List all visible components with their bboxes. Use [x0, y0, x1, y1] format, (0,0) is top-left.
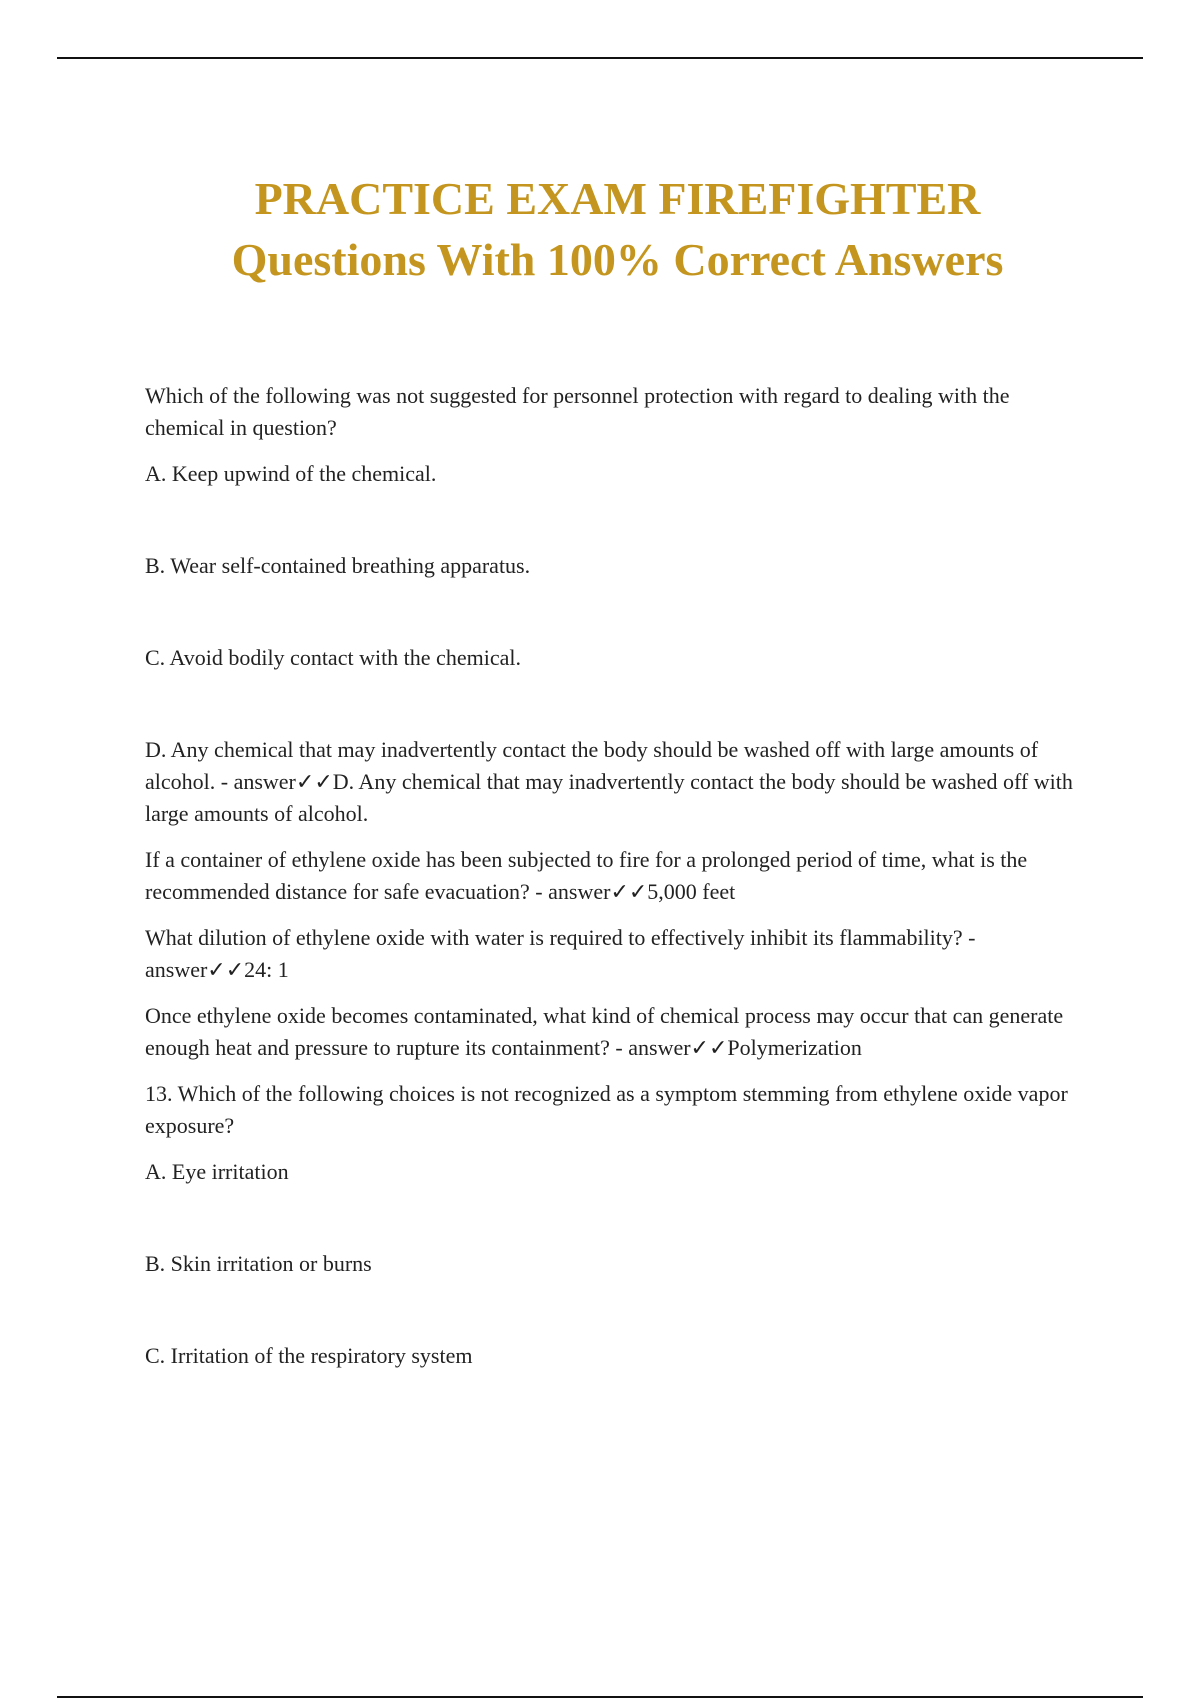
question-1-option-c: C. Avoid bodily contact with the chemical. — [145, 645, 521, 670]
title-line-1: PRACTICE EXAM FIREFIGHTER — [254, 173, 981, 224]
question-2: If a container of ethylene oxide has been subjected to fire for a prolonged period of time, what is the recommended distance for safe evacuation? - answer✓✓5,000 feet — [145, 847, 1028, 904]
question-5-option-a: A. Eye irritation — [145, 1159, 289, 1184]
document-title — [0, 168, 1200, 290]
question-1: Which of the following was not suggested for personnel protection with regard to dealing with the chemical in question? — [145, 383, 1010, 440]
question-1-option-b: B. Wear self-contained breathing apparatus. — [145, 553, 531, 578]
question-1-option-d-answer: D. Any chemical that may inadvertently contact the body should be washed off with large amounts of alcohol. - answer✓✓D. Any chemical that may inadvertently contact the body should be washed off with large amounts of alcohol. — [145, 737, 1073, 826]
question-5: 13. Which of the following choices is not recognized as a symptom stemming from ethylene oxide vapor exposure? — [145, 1081, 1068, 1138]
question-3: What dilution of ethylene oxide with water is required to effectively inhibit its flammability? - answer✓✓24: 1 — [145, 925, 976, 982]
question-5-option-b: B. Skin irritation or burns — [145, 1251, 372, 1276]
question-1-option-a: A. Keep upwind of the chemical. — [145, 461, 437, 486]
question-4: Once ethylene oxide becomes contaminated, what kind of chemical process may occur that can generate enough heat and pressure to rupture its containment? - answer✓✓Polymerization — [145, 1003, 1064, 1060]
question-5-option-c: C. Irritation of the respiratory system — [145, 1343, 473, 1368]
document-body — [145, 380, 1085, 1386]
top-rule — [57, 57, 1143, 59]
title-line-2: Questions With 100% Correct Answers — [231, 234, 1004, 285]
bottom-rule — [57, 1696, 1143, 1698]
